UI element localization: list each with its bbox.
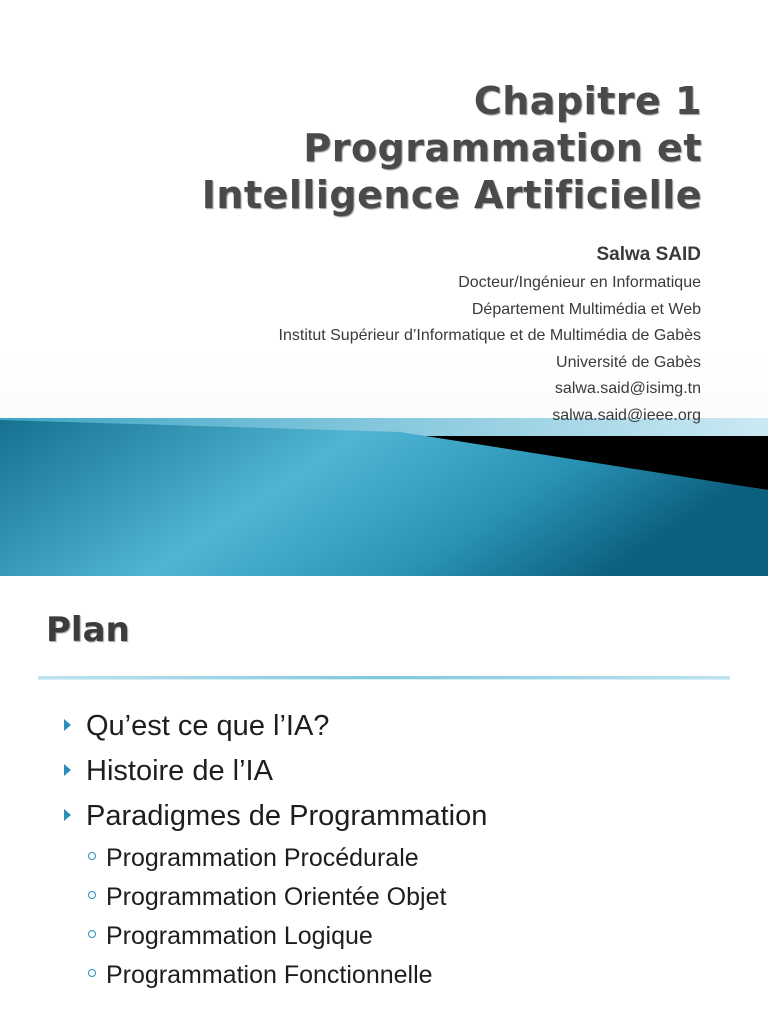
author-university: Université de Gabès xyxy=(556,353,701,371)
author-name: Salwa SAID xyxy=(596,244,701,265)
author-email-alt[interactable]: salwa.said@ieee.org xyxy=(552,406,701,424)
title-line: Intelligence Artificielle xyxy=(201,173,702,217)
sub-list-item-text: Programmation Fonctionnelle xyxy=(106,961,433,989)
slide-title xyxy=(202,78,702,219)
title-divider xyxy=(38,676,730,680)
triangle-bullet-icon xyxy=(64,719,71,731)
ring-bullet-icon xyxy=(88,969,96,977)
plan-slide xyxy=(0,586,768,1024)
sub-list-item-text: Programmation Logique xyxy=(106,922,373,950)
sub-list-item xyxy=(88,960,433,990)
list-item-text: Qu’est ce que l’IA? xyxy=(86,710,330,742)
author-email[interactable]: salwa.said@isimg.tn xyxy=(554,380,701,397)
sub-list-item xyxy=(88,921,373,951)
author-department: Département Multimédia et Web xyxy=(471,300,701,318)
sub-list-item-text: Programmation Orientée Objet xyxy=(106,883,447,911)
list-item-text: Paradigmes de Programmation xyxy=(86,800,488,832)
author-title: Docteur/Ingénieur en Informatique xyxy=(458,274,701,291)
author-institute: Institut Supérieur d’Informatique et de Multimédia de Gabès xyxy=(278,327,701,344)
ring-bullet-icon xyxy=(88,852,96,860)
list-item xyxy=(64,754,273,788)
list-item-text: Histoire de l’IA xyxy=(86,755,273,787)
title-line: Chapitre 1 xyxy=(473,79,702,123)
triangle-bullet-icon xyxy=(64,764,71,776)
sub-list-item-text: Programmation Procédurale xyxy=(106,844,419,872)
triangle-bullet-icon xyxy=(64,809,71,821)
title-line: Programmation et xyxy=(303,126,702,170)
author-info xyxy=(279,242,701,429)
list-item xyxy=(64,709,329,743)
ring-bullet-icon xyxy=(88,930,96,938)
ring-bullet-icon xyxy=(88,891,96,899)
sub-list-item xyxy=(88,882,446,912)
plan-title: Plan xyxy=(46,610,130,650)
sub-list-item xyxy=(88,843,419,873)
list-item xyxy=(64,799,487,833)
